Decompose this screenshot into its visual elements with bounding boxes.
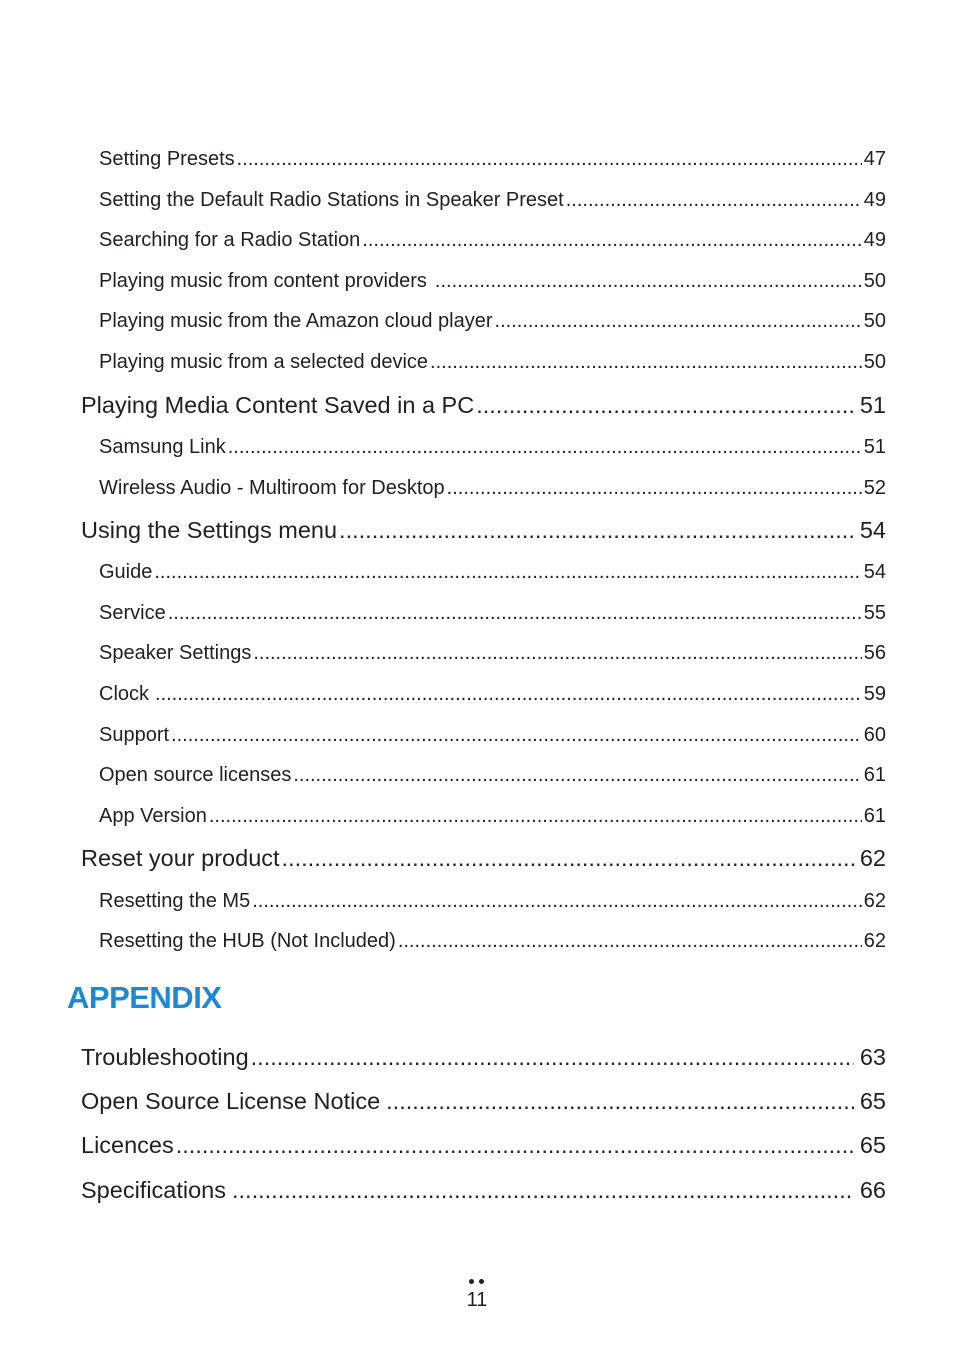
dot-leader xyxy=(155,683,862,706)
toc-entry-page: 54 xyxy=(859,517,886,543)
dot-leader xyxy=(362,229,861,252)
toc-entry-page: 51 xyxy=(859,392,886,418)
toc-entry-page: 50 xyxy=(863,270,886,292)
toc-entry-title: Resetting the HUB (Not Included) xyxy=(99,930,396,952)
dot-leader xyxy=(251,1044,854,1071)
dot-leader xyxy=(176,1132,854,1159)
dot-leader xyxy=(171,724,862,747)
toc-entry-page: 49 xyxy=(863,189,886,211)
toc-entry-page: 61 xyxy=(863,805,886,827)
toc-entry[interactable] xyxy=(99,351,886,374)
toc-entry-title: Resetting the M5 xyxy=(99,890,251,912)
toc-entry-title: Licences xyxy=(81,1132,174,1158)
toc-entry-title: Playing music from content providers xyxy=(99,270,427,292)
toc-entry-page: 62 xyxy=(863,890,886,912)
toc-entry-main[interactable] xyxy=(81,1132,886,1159)
toc-entry[interactable] xyxy=(99,602,886,625)
toc-entry-title: Samsung Link xyxy=(99,436,226,458)
appendix-heading: APPENDIX xyxy=(67,980,222,1015)
dot-leader xyxy=(566,189,862,212)
dot-leader xyxy=(232,1177,854,1204)
toc-entry-main[interactable] xyxy=(81,517,886,544)
toc-entry-title: Open source licenses xyxy=(99,764,292,786)
toc-entry-main[interactable] xyxy=(81,1044,886,1071)
toc-entry-main[interactable] xyxy=(81,392,886,419)
toc-entry[interactable] xyxy=(99,189,886,212)
toc-entry-title: Setting the Default Radio Stations in Speaker Preset xyxy=(99,189,564,211)
toc-entry-title: Playing Media Content Saved in a PC xyxy=(81,392,475,418)
dot-leader xyxy=(168,602,862,625)
toc-entry[interactable] xyxy=(99,724,886,747)
toc-entry-page: 49 xyxy=(863,229,886,251)
page-marker-dots xyxy=(467,1279,487,1285)
toc-entry-page: 62 xyxy=(859,845,886,871)
dot-leader xyxy=(293,764,861,787)
toc-entry-page: 50 xyxy=(863,310,886,332)
dot-leader xyxy=(430,351,862,374)
toc-entry-page: 65 xyxy=(859,1132,886,1158)
toc-entry-title: Guide xyxy=(99,561,153,583)
toc-entry-title: Setting Presets xyxy=(99,148,235,170)
toc-entry-title: App Version xyxy=(99,805,207,827)
dot-leader xyxy=(435,270,862,293)
dot-leader xyxy=(282,845,854,872)
toc-entry-title: Service xyxy=(99,602,166,624)
toc-entry-page: 60 xyxy=(863,724,886,746)
toc-entry-title: Speaker Settings xyxy=(99,642,252,664)
toc-entry-page: 65 xyxy=(859,1088,886,1114)
toc-entry[interactable] xyxy=(99,310,886,333)
toc-entry[interactable] xyxy=(99,764,886,787)
toc-entry-title: Clock xyxy=(99,683,150,705)
toc-entry-title: Open Source License Notice xyxy=(81,1088,381,1114)
toc-entry-page: 62 xyxy=(863,930,886,952)
toc-entry-main[interactable] xyxy=(81,1177,886,1204)
toc-entry[interactable] xyxy=(99,890,886,913)
dot-leader xyxy=(228,436,862,459)
toc-entry[interactable] xyxy=(99,561,886,584)
toc-entry-page: 47 xyxy=(863,148,886,170)
toc-entry-page: 66 xyxy=(859,1177,886,1203)
toc-entry-title: Playing music from a selected device xyxy=(99,351,429,373)
toc-entry-page: 59 xyxy=(863,683,886,705)
toc-entry[interactable] xyxy=(99,805,886,828)
dot-leader xyxy=(447,477,862,500)
toc-entry-title: Support xyxy=(99,724,170,746)
dot-leader xyxy=(476,392,854,419)
dot-leader xyxy=(209,805,862,828)
toc-entry[interactable] xyxy=(99,436,886,459)
toc-entry[interactable] xyxy=(99,642,886,665)
toc-entry[interactable] xyxy=(99,270,886,293)
dot-leader xyxy=(386,1088,854,1115)
dot-leader xyxy=(495,310,862,333)
toc-entry-page: 55 xyxy=(863,602,886,624)
toc-entry[interactable] xyxy=(99,148,886,171)
toc-entry[interactable] xyxy=(99,477,886,500)
page-number: 11 xyxy=(466,1289,488,1311)
toc-entry-title: Playing music from the Amazon cloud player xyxy=(99,310,493,332)
toc-entry-title: Specifications xyxy=(81,1177,226,1203)
toc-entry-title: Searching for a Radio Station xyxy=(99,229,361,251)
toc-entry-page: 63 xyxy=(859,1044,886,1070)
toc-entry-main[interactable] xyxy=(81,845,886,872)
dot-leader xyxy=(252,890,862,913)
dot-leader xyxy=(253,642,861,665)
dot-leader xyxy=(339,517,854,544)
toc-entry[interactable] xyxy=(99,229,886,252)
toc-entry-page: 51 xyxy=(863,436,886,458)
toc-entry-main[interactable] xyxy=(81,1088,886,1115)
toc-entry-page: 54 xyxy=(863,561,886,583)
toc-entry-title: Troubleshooting xyxy=(81,1044,249,1070)
toc-entry-page: 61 xyxy=(863,764,886,786)
dot xyxy=(479,1279,484,1284)
toc-entry[interactable] xyxy=(99,930,886,953)
toc-entry[interactable] xyxy=(99,683,886,706)
dot-leader xyxy=(398,930,862,953)
toc-entry-page: 56 xyxy=(863,642,886,664)
toc-entry-title: Using the Settings menu xyxy=(81,517,338,543)
toc-entry-title: Wireless Audio - Multiroom for Desktop xyxy=(99,477,445,499)
toc-entry-page: 52 xyxy=(863,477,886,499)
toc-entry-page: 50 xyxy=(863,351,886,373)
dot-leader xyxy=(154,561,861,584)
toc-entry-title: Reset your product xyxy=(81,845,280,871)
dot xyxy=(469,1279,474,1284)
dot-leader xyxy=(237,148,862,171)
